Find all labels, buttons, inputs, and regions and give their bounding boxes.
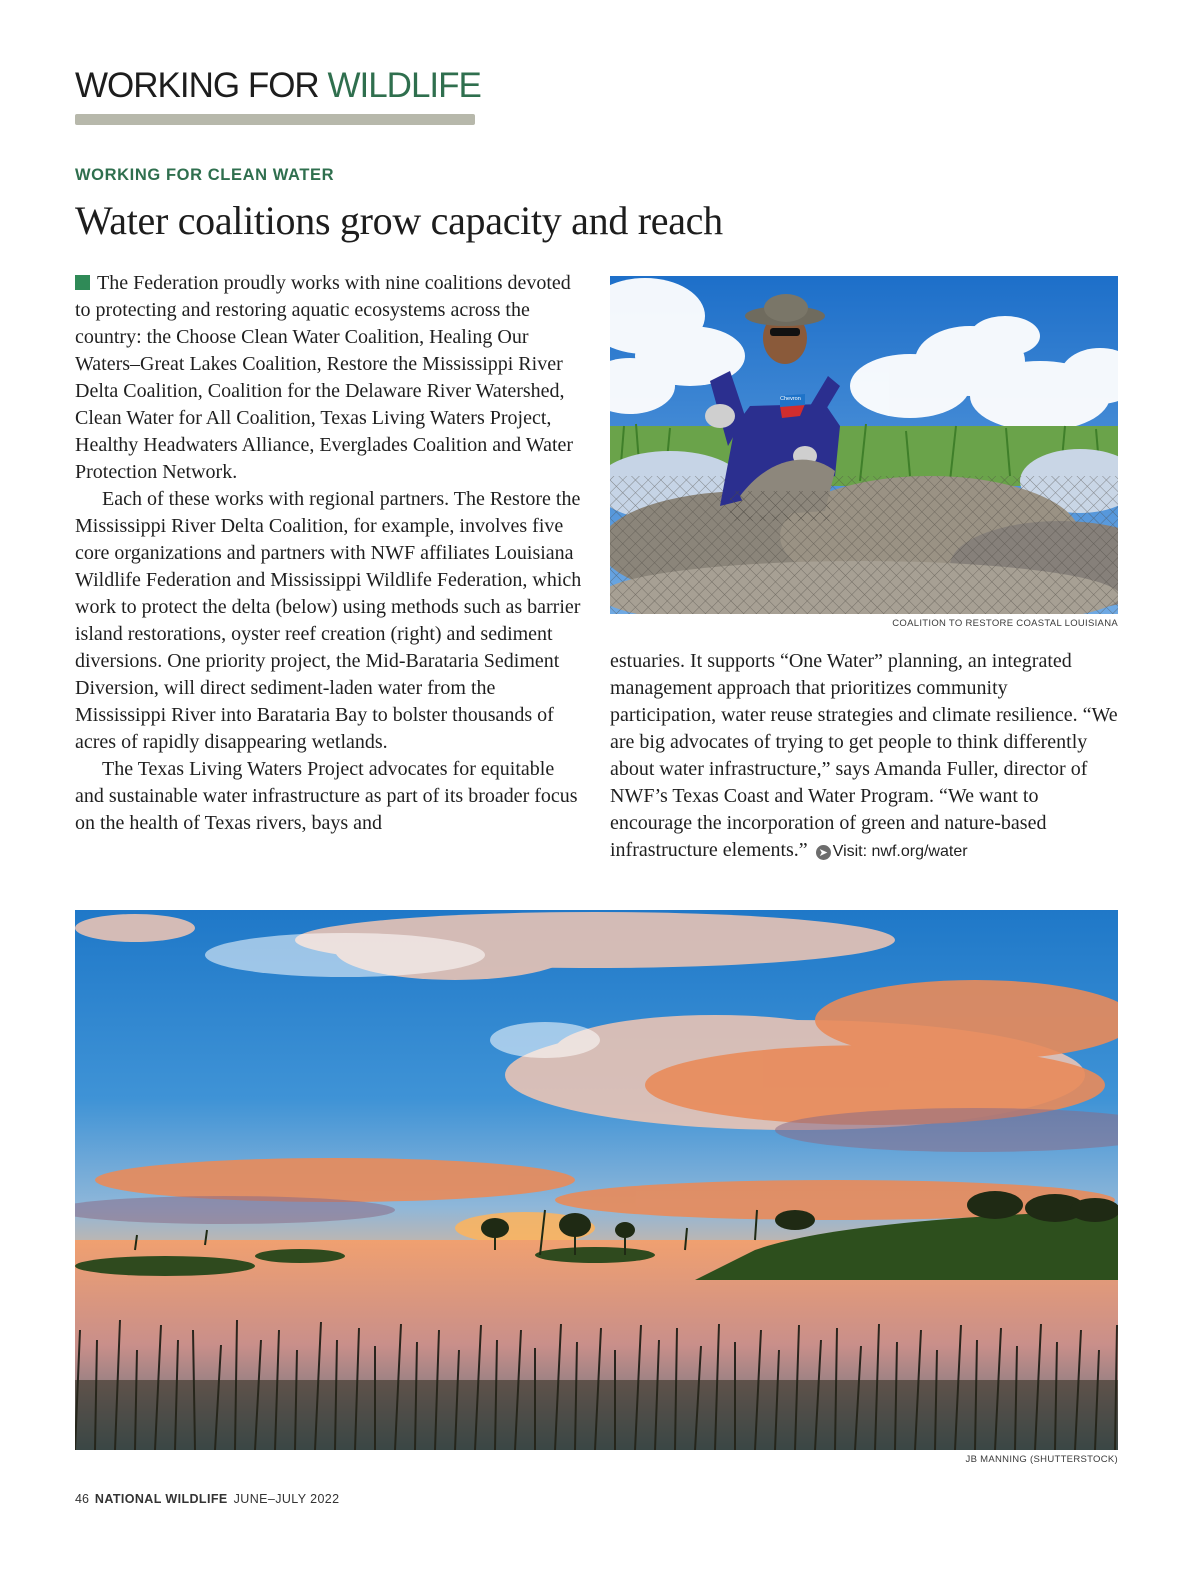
publication-name: NATIONAL WILDLIFE: [94, 1492, 228, 1506]
page-number: 46: [75, 1492, 89, 1506]
sunset-photo-credit: JB MANNING (SHUTTERSTOCK): [965, 1454, 1118, 1465]
paragraph-2: Each of these works with regional partners. The Restore the Mississippi River Delta Coalition, for example, involves five core organizations and partners with NWF affiliates Louisiana Wildlife Federation and Mississippi Wildlife Federation, which work to protect the delta (below) using methods such as barrier island restorations, oyster reef creation (right) and sediment diversions. One priority project, the Mid-Barataria Sediment Diversion, will direct sediment-laden water from the Mississippi River into Barataria Bay to bolster thousands of acres of rapidly disappearing wetlands.: [75, 488, 582, 753]
section-title-plain: WORKING FOR: [75, 66, 328, 105]
paragraph-1: [75, 270, 587, 486]
article-headline: Water coalitions grow capacity and reach: [75, 198, 723, 243]
delta-sunset-photo: [75, 910, 1118, 1450]
section-rule: [75, 114, 475, 125]
visit-link[interactable]: Visit: nwf.org/water: [832, 843, 968, 860]
section-title: [75, 66, 481, 106]
body-column-left: [75, 270, 587, 837]
arrow-circle-icon: ➤: [816, 845, 831, 860]
paragraph-1-text: The Federation proudly works with nine coalitions devoted to protecting and restoring aquatic ecosystems across the country: the Choose Clean Water Coalition, Healing Our Waters–Great Lakes Coalition, Restore the Mississippi River Delta Coalition, Coalition for the Delaware River Watershed, Clean Water for All Coalition, Texas Living Waters Project, Healthy Headwaters Alliance, Everglades Coalition and Water Protection Network.: [75, 272, 574, 483]
shirt-logo-text: Chevron: [780, 396, 801, 402]
oyster-reef-photo: [610, 276, 1118, 614]
section-title-accent: WILDLIFE: [327, 66, 481, 105]
article-kicker: WORKING FOR CLEAN WATER: [75, 166, 335, 184]
issue-date: JUNE–JULY 2022: [233, 1492, 340, 1506]
paragraph-3-continued-text: estuaries. It supports “One Water” planning, an integrated management approach that prioritizes community participation, water reuse strategies and climate resilience. “We are big advocates of trying to get people to think differently about water infrastructure,” says Amanda Fuller, director of NWF’s Texas Coast and Water Program. “We want to encourage the incorporation of green and nature-based infrastructure elements.”: [610, 650, 1118, 861]
page-footer: [75, 1492, 340, 1506]
oyster-photo-credit: COALITION TO RESTORE COASTAL LOUISIANA: [892, 618, 1118, 629]
paragraph-3-start: The Texas Living Waters Project advocates for equitable and sustainable water infrastructure as part of its broader focus on the health of Texas rivers, bays and: [75, 758, 578, 834]
body-column-right: [610, 648, 1118, 865]
green-square-icon: [75, 275, 90, 290]
paragraph-3-continued: [610, 648, 1118, 865]
